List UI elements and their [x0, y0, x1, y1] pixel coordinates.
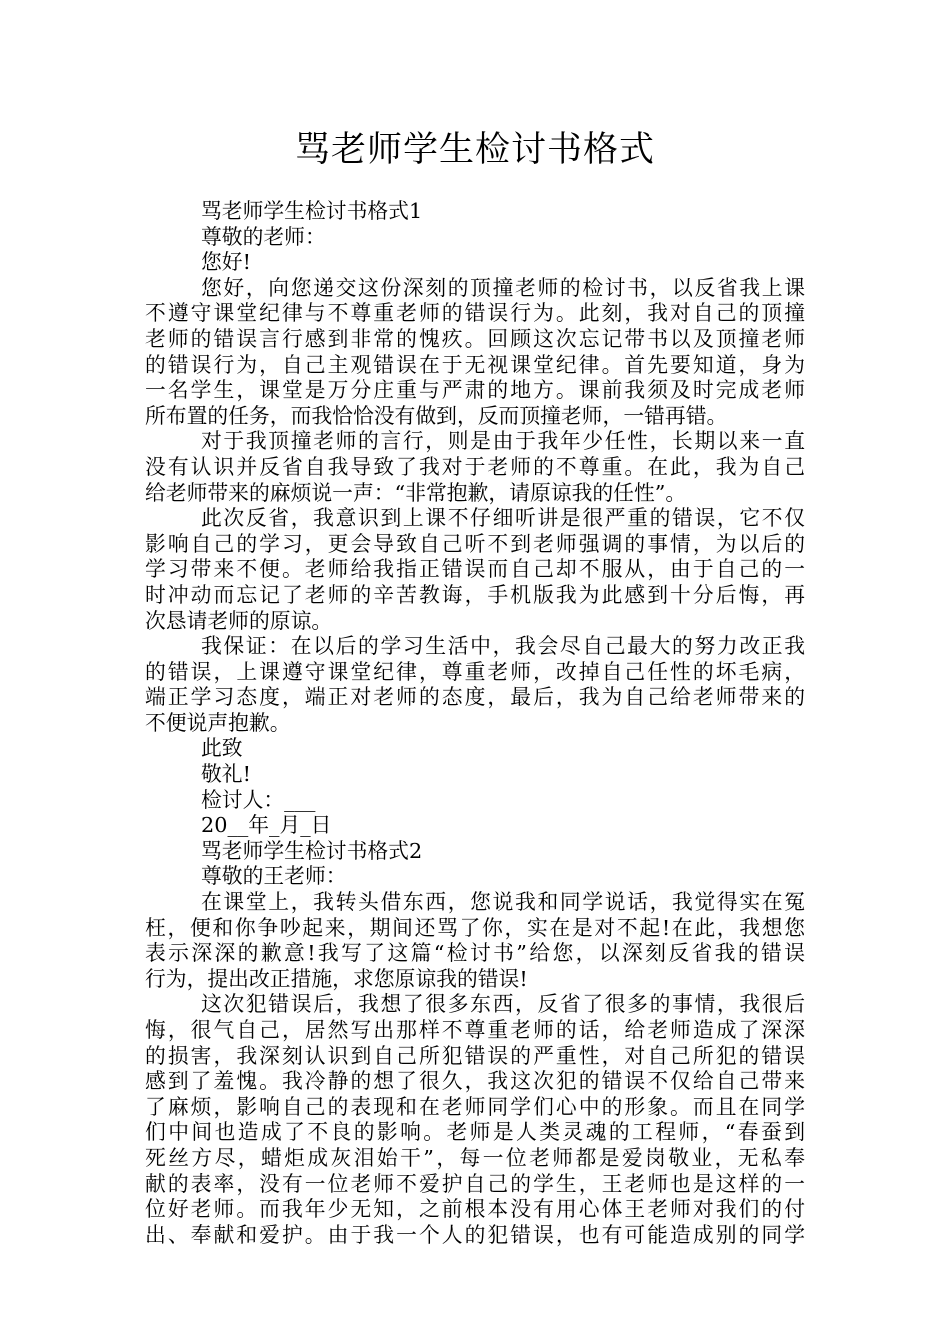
text-line: 我保证：在以后的学习生活中，我会尽自己最大的努力改正我 [201, 634, 805, 659]
text-line: 您好，向您递交这份深刻的顶撞老师的检讨书，以反省我上课 [201, 275, 805, 300]
text-line: 的损害，我深刻认识到自己所犯错误的严重性，对自己所犯的错误 [145, 1043, 805, 1068]
text-line: 没有认识并反省自我导致了我对于老师的不尊重。在此，我为自己 [145, 454, 805, 479]
text-line: 检讨人：___ [201, 787, 316, 812]
text-line: 死丝方尽，蜡炬成灰泪始干”，每一位老师都是爱岗敬业，无私奉 [145, 1145, 805, 1170]
text-line: 这次犯错误后，我想了很多东西，反省了很多的事情，我很后 [201, 992, 805, 1017]
text-line: 表示深深的歉意!我写了这篇“检讨书”给您，以深刻反省我的错误 [145, 941, 805, 966]
text-line: 此致 [201, 736, 243, 761]
text-line: 一名学生，课堂是万分庄重与严肃的地方。课前我须及时完成老师 [145, 378, 805, 403]
text-line: 敬礼! [201, 762, 251, 787]
text-line: 学习带来不便。老师给我指正错误而自己却不服从，由于自己的一 [145, 557, 805, 582]
document-title: 骂老师学生检讨书格式 [294, 130, 655, 170]
text-line: 的错误行为，自己主观错误在于无视课堂纪律。首先要知道，身为 [145, 352, 805, 377]
text-line: 老师的错误言行感到非常的愧疚。回顾这次忘记带书以及顶撞老师 [145, 326, 805, 351]
text-line: 不便说声抱歉。 [145, 710, 291, 735]
text-line: 行为，提出改正措施，求您原谅我的错误! [145, 966, 528, 991]
text-line: 骂老师学生检讨书格式2 [201, 838, 423, 863]
text-line: 们中间也造成了不良的影响。老师是人类灵魂的工程师，“春蚕到 [145, 1120, 805, 1145]
text-line: 影响自己的学习，更会导致自己听不到老师强调的事情，为以后的 [145, 531, 805, 556]
text-line: 悔，很气自己，居然写出那样不尊重老师的话，给老师造成了深深 [145, 1018, 805, 1042]
text-line: 尊敬的老师： [201, 224, 326, 249]
text-line: 出、奉献和爱护。由于我一个人的犯错误，也有可能造成别的同学 [145, 1222, 805, 1247]
text-line: 在课堂上，我转头借东西，您说我和同学说话，我觉得实在冤 [201, 890, 805, 915]
text-line: 对于我顶撞老师的言行，则是由于我年少任性，长期以来一直 [201, 429, 805, 454]
text-line: 的错误，上课遵守课堂纪律，尊重老师，改掉自己任性的坏毛病， [145, 659, 805, 684]
text-line: 次恳请老师的原谅。 [145, 608, 333, 633]
text-line: 献的表率，没有一位老师不爱护自己的学生，王老师也是这样的一 [145, 1171, 805, 1196]
text-line: 20__年_月_日 [201, 813, 332, 838]
document-body [145, 199, 805, 1248]
text-line: 给老师带来的麻烦说一声：“非常抱歉，请原谅我的任性”。 [145, 480, 687, 505]
text-line: 所布置的任务，而我恰恰没有做到，反而顶撞老师，一错再错。 [145, 403, 728, 428]
text-line: 了麻烦，影响自己的表现和在老师同学们心中的形象。而且在同学 [145, 1094, 805, 1119]
text-line: 时冲动而忘记了老师的辛苦教诲，手机版我为此感到十分后悔，再 [145, 582, 805, 607]
text-line: 尊敬的王老师： [201, 864, 347, 889]
text-line: 不遵守课堂纪律与不尊重老师的错误行为。此刻，我对自己的顶撞 [145, 301, 805, 326]
text-line: 感到了羞愧。我冷静的想了很久，我这次犯的错误不仅给自己带来 [145, 1069, 805, 1094]
text-line: 位好老师。而我年少无知，之前根本没有用心体王老师对我们的付 [145, 1197, 805, 1222]
text-line: 您好! [201, 250, 251, 275]
text-line: 端正学习态度，端正对老师的态度，最后，我为自己给老师带来的 [145, 685, 805, 710]
text-line: 骂老师学生检讨书格式1 [201, 199, 423, 223]
text-line: 枉，便和你争吵起来，期间还骂了你，实在是对不起!在此，我想您 [145, 915, 805, 940]
text-line: 此次反省，我意识到上课不仔细听讲是很严重的错误，它不仅 [201, 506, 805, 531]
